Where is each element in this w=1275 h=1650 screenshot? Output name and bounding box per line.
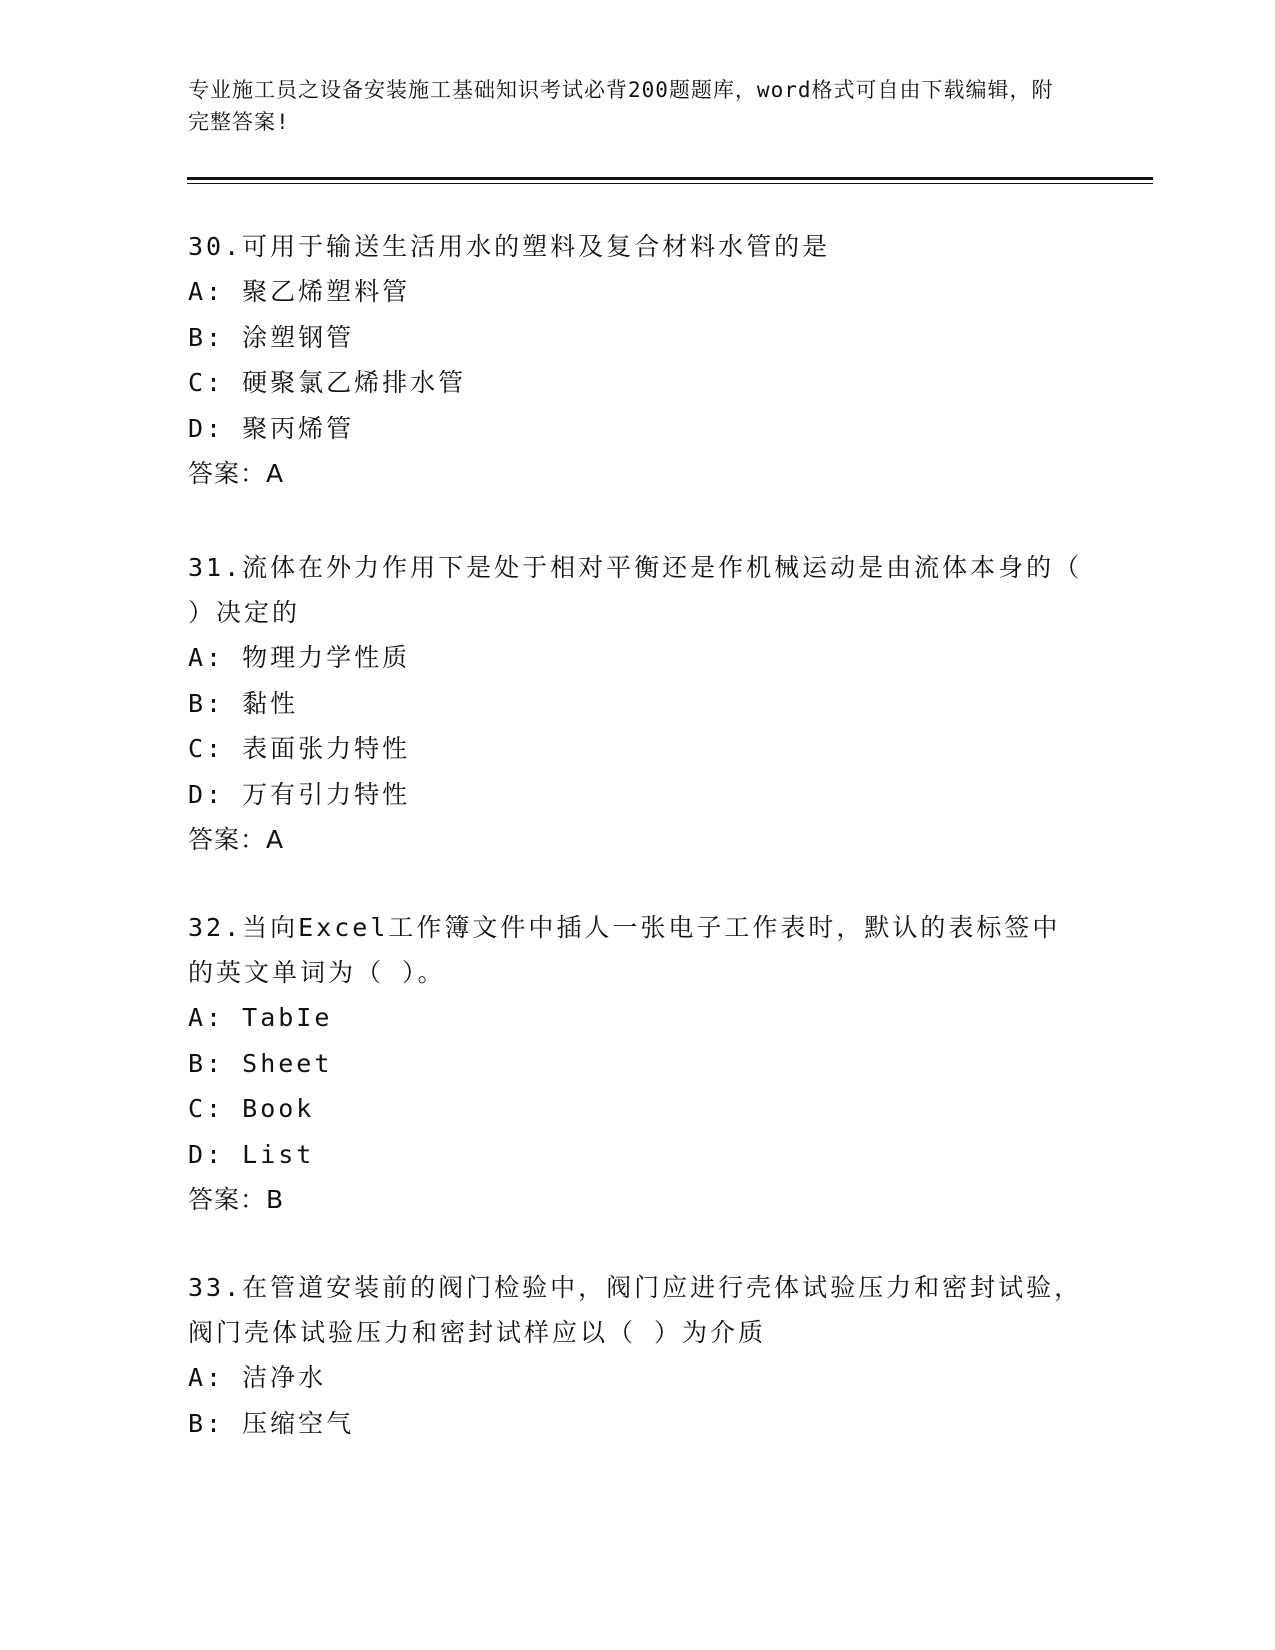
answer: 答案：B	[188, 1185, 285, 1214]
option-d: D: 万有引力特性	[188, 779, 411, 809]
answer: 答案：A	[188, 459, 285, 488]
option-d: D: List	[188, 1139, 315, 1169]
question-30	[188, 224, 1088, 496]
document-header: 专业施工员之设备安装施工基础知识考试必背200题题库，word格式可自由下载编辑，附完整答案!	[188, 78, 1054, 134]
option-b: B: 涂塑钢管	[188, 322, 355, 352]
option-b: B: Sheet	[188, 1048, 333, 1078]
option-d: D: 聚丙烯管	[188, 413, 355, 443]
option-b: B: 黏性	[188, 688, 299, 718]
option-a: A: 聚乙烯塑料管	[188, 277, 411, 306]
question-32	[188, 905, 1088, 1222]
question-text: 30.可用于输送生活用水的塑料及复合材料水管的是	[188, 232, 831, 261]
option-c: C: 表面张力特性	[188, 734, 411, 763]
option-a: A: 洁净水	[188, 1363, 327, 1392]
option-a: A: 物理力学性质	[188, 643, 411, 672]
question-text: 32.当向Excel工作簿文件中插人一张电子工作表时，默认的表标签中的英文单词为（ ）。	[188, 913, 1061, 987]
header-divider	[187, 177, 1153, 180]
question-text: 33.在管道安装前的阀门检验中，阀门应进行壳体试验压力和密封试验，阀门壳体试验压力和密封试样应以（ ）为介质	[188, 1273, 1083, 1347]
option-c: C: 硬聚氯乙烯排水管	[188, 368, 467, 397]
header-divider-thin	[187, 183, 1153, 184]
option-b: B: 压缩空气	[188, 1408, 355, 1438]
answer: 答案：A	[188, 825, 285, 854]
question-33	[188, 1265, 1088, 1446]
question-31	[188, 545, 1088, 862]
question-text: 31.流体在外力作用下是处于相对平衡还是作机械运动是由流体本身的（ ）决定的	[188, 553, 1083, 627]
option-c: C: Book	[188, 1094, 315, 1123]
option-a: A: TabIe	[188, 1003, 333, 1032]
